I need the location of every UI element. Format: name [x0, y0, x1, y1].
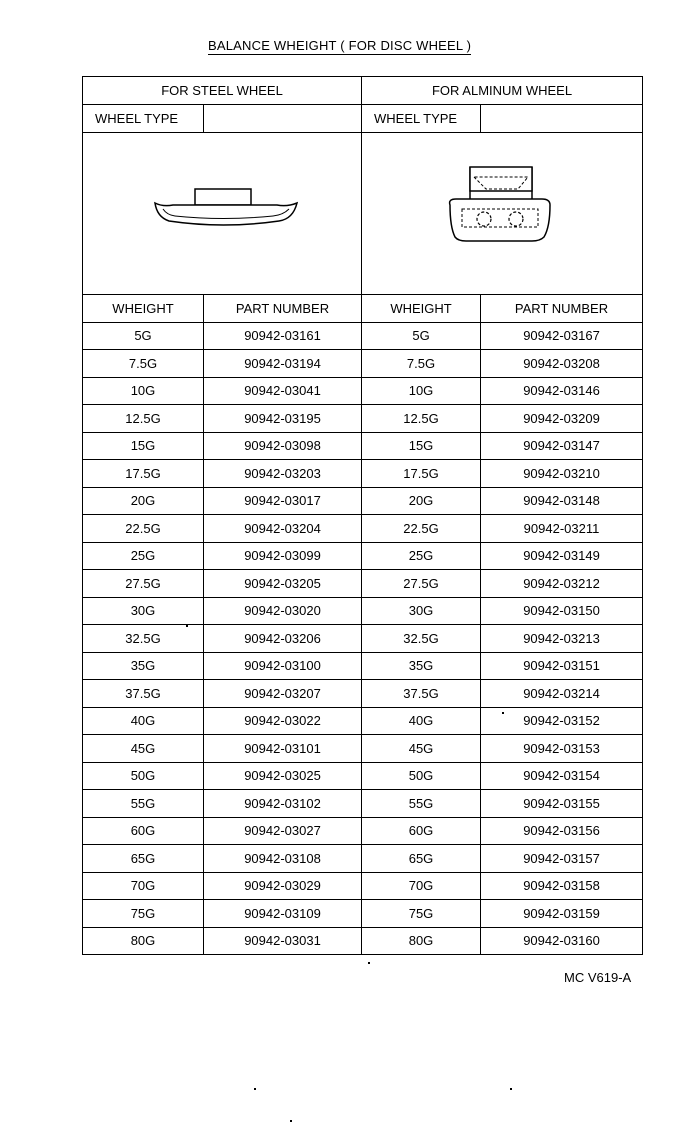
steel-weight-cell: 12.5G	[83, 405, 204, 433]
steel-part-number-cell: 90942-03027	[204, 817, 362, 845]
aluminum-weight-cell: 7.5G	[362, 350, 481, 378]
steel-part-number-cell: 90942-03109	[204, 900, 362, 928]
table-row	[83, 872, 643, 900]
table-row	[83, 625, 643, 653]
steel-part-number-cell: 90942-03207	[204, 680, 362, 708]
aluminum-part-number-cell: 90942-03152	[481, 707, 643, 735]
aluminum-part-number-cell: 90942-03159	[481, 900, 643, 928]
aluminum-weight-illustration-cell	[362, 132, 643, 294]
table-row	[83, 350, 643, 378]
aluminum-part-number-cell: 90942-03214	[481, 680, 643, 708]
steel-weight-cell: 37.5G	[83, 680, 204, 708]
table-row	[83, 845, 643, 873]
steel-part-number-cell: 90942-03029	[204, 872, 362, 900]
aluminum-part-number-cell: 90942-03211	[481, 515, 643, 543]
scan-speck	[502, 712, 504, 714]
steel-part-number-cell: 90942-03022	[204, 707, 362, 735]
steel-part-number-cell: 90942-03017	[204, 487, 362, 515]
table-row	[83, 817, 643, 845]
steel-weight-column-header: WHEIGHT	[83, 294, 204, 322]
figure-code: MC V619-A	[564, 970, 632, 985]
aluminum-part-number-cell: 90942-03212	[481, 570, 643, 598]
steel-part-number-cell: 90942-03020	[204, 597, 362, 625]
aluminum-weight-cell: 60G	[362, 817, 481, 845]
aluminum-part-number-cell: 90942-03208	[481, 350, 643, 378]
table-row	[83, 515, 643, 543]
aluminum-weight-cell: 10G	[362, 377, 481, 405]
steel-wheel-header: FOR STEEL WHEEL	[83, 77, 362, 105]
aluminum-weight-cell: 32.5G	[362, 625, 481, 653]
aluminum-part-number-cell: 90942-03154	[481, 762, 643, 790]
aluminum-weight-cell: 80G	[362, 927, 481, 955]
steel-part-number-cell: 90942-03204	[204, 515, 362, 543]
steel-part-number-cell: 90942-03108	[204, 845, 362, 873]
aluminum-part-number-cell: 90942-03146	[481, 377, 643, 405]
steel-weight-cell: 15G	[83, 432, 204, 460]
steel-wheel-type-value	[204, 105, 362, 133]
steel-weight-cell: 55G	[83, 790, 204, 818]
table-row	[83, 377, 643, 405]
steel-weight-cell: 20G	[83, 487, 204, 515]
steel-part-number-column-header: PART NUMBER	[204, 294, 362, 322]
steel-part-number-cell: 90942-03195	[204, 405, 362, 433]
steel-part-number-cell: 90942-03203	[204, 460, 362, 488]
aluminum-weight-cell: 25G	[362, 542, 481, 570]
steel-weight-cell: 17.5G	[83, 460, 204, 488]
aluminum-weight-cell: 27.5G	[362, 570, 481, 598]
aluminum-part-number-cell: 90942-03153	[481, 735, 643, 763]
aluminum-part-number-cell: 90942-03149	[481, 542, 643, 570]
aluminum-weight-cell: 17.5G	[362, 460, 481, 488]
steel-weight-cell: 25G	[83, 542, 204, 570]
table-row	[83, 900, 643, 928]
steel-part-number-cell: 90942-03098	[204, 432, 362, 460]
balance-weight-table	[82, 76, 643, 955]
table-row	[83, 405, 643, 433]
aluminum-weight-column-header: WHEIGHT	[362, 294, 481, 322]
steel-weight-cell: 60G	[83, 817, 204, 845]
steel-weight-illustration-cell	[83, 132, 362, 294]
table-row	[83, 680, 643, 708]
steel-weight-cell: 27.5G	[83, 570, 204, 598]
aluminum-weight-cell: 75G	[362, 900, 481, 928]
aluminum-part-number-column-header: PART NUMBER	[481, 294, 643, 322]
aluminum-part-number-cell: 90942-03209	[481, 405, 643, 433]
steel-part-number-cell: 90942-03031	[204, 927, 362, 955]
table-row	[83, 735, 643, 763]
aluminum-weight-cell: 40G	[362, 707, 481, 735]
table-row	[83, 597, 643, 625]
aluminum-part-number-cell: 90942-03151	[481, 652, 643, 680]
steel-weight-cell: 50G	[83, 762, 204, 790]
balance-weight-table-sheet	[82, 76, 642, 955]
steel-clip-weight-icon	[83, 133, 362, 291]
steel-weight-cell: 70G	[83, 872, 204, 900]
table-row	[83, 790, 643, 818]
steel-weight-cell: 32.5G	[83, 625, 204, 653]
aluminum-wheel-header: FOR ALMINUM WHEEL	[362, 77, 643, 105]
steel-part-number-cell: 90942-03100	[204, 652, 362, 680]
table-row	[83, 762, 643, 790]
aluminum-part-number-cell: 90942-03160	[481, 927, 643, 955]
table-row	[83, 432, 643, 460]
steel-weight-cell: 22.5G	[83, 515, 204, 543]
scan-speck	[510, 1088, 512, 1090]
steel-weight-cell: 35G	[83, 652, 204, 680]
steel-weight-cell: 7.5G	[83, 350, 204, 378]
table-row	[83, 542, 643, 570]
table-row	[83, 652, 643, 680]
page-title: BALANCE WHEIGHT ( FOR DISC WHEEL )	[208, 38, 472, 53]
table-row	[83, 487, 643, 515]
steel-weight-cell: 65G	[83, 845, 204, 873]
weight-illustration-row	[83, 132, 643, 294]
aluminum-part-number-cell: 90942-03155	[481, 790, 643, 818]
aluminum-wheel-type-value	[481, 105, 643, 133]
column-header-row	[83, 294, 643, 322]
scan-speck	[254, 1088, 256, 1090]
aluminum-weight-cell: 45G	[362, 735, 481, 763]
steel-weight-cell: 80G	[83, 927, 204, 955]
aluminum-weight-cell: 37.5G	[362, 680, 481, 708]
scan-speck	[368, 962, 370, 964]
scan-speck	[290, 1120, 292, 1122]
aluminum-part-number-cell: 90942-03156	[481, 817, 643, 845]
steel-part-number-cell: 90942-03194	[204, 350, 362, 378]
steel-part-number-cell: 90942-03041	[204, 377, 362, 405]
steel-wheel-type-label: WHEEL TYPE	[83, 105, 204, 133]
steel-part-number-cell: 90942-03161	[204, 322, 362, 350]
table-row	[83, 460, 643, 488]
aluminum-weight-cell: 5G	[362, 322, 481, 350]
aluminum-adhesive-weight-icon	[362, 133, 643, 291]
table-row	[83, 322, 643, 350]
steel-part-number-cell: 90942-03205	[204, 570, 362, 598]
aluminum-wheel-type-label: WHEEL TYPE	[362, 105, 481, 133]
steel-weight-cell: 10G	[83, 377, 204, 405]
aluminum-part-number-cell: 90942-03158	[481, 872, 643, 900]
aluminum-weight-cell: 22.5G	[362, 515, 481, 543]
aluminum-part-number-cell: 90942-03210	[481, 460, 643, 488]
aluminum-part-number-cell: 90942-03147	[481, 432, 643, 460]
aluminum-part-number-cell: 90942-03148	[481, 487, 643, 515]
wheel-type-row	[83, 105, 643, 133]
steel-part-number-cell: 90942-03206	[204, 625, 362, 653]
aluminum-weight-cell: 50G	[362, 762, 481, 790]
steel-part-number-cell: 90942-03099	[204, 542, 362, 570]
table-row	[83, 927, 643, 955]
steel-weight-cell: 5G	[83, 322, 204, 350]
steel-weight-cell: 75G	[83, 900, 204, 928]
aluminum-part-number-cell: 90942-03157	[481, 845, 643, 873]
aluminum-weight-cell: 20G	[362, 487, 481, 515]
aluminum-weight-cell: 65G	[362, 845, 481, 873]
aluminum-weight-cell: 35G	[362, 652, 481, 680]
aluminum-weight-cell: 12.5G	[362, 405, 481, 433]
wheel-header-row	[83, 77, 643, 105]
aluminum-part-number-cell: 90942-03167	[481, 322, 643, 350]
scan-speck	[186, 625, 188, 627]
steel-part-number-cell: 90942-03102	[204, 790, 362, 818]
aluminum-weight-cell: 15G	[362, 432, 481, 460]
steel-weight-cell: 30G	[83, 597, 204, 625]
aluminum-weight-cell: 70G	[362, 872, 481, 900]
steel-part-number-cell: 90942-03025	[204, 762, 362, 790]
steel-weight-cell: 40G	[83, 707, 204, 735]
aluminum-part-number-cell: 90942-03150	[481, 597, 643, 625]
table-row	[83, 570, 643, 598]
aluminum-part-number-cell: 90942-03213	[481, 625, 643, 653]
aluminum-weight-cell: 55G	[362, 790, 481, 818]
steel-weight-cell: 45G	[83, 735, 204, 763]
table-row	[83, 707, 643, 735]
aluminum-weight-cell: 30G	[362, 597, 481, 625]
steel-part-number-cell: 90942-03101	[204, 735, 362, 763]
